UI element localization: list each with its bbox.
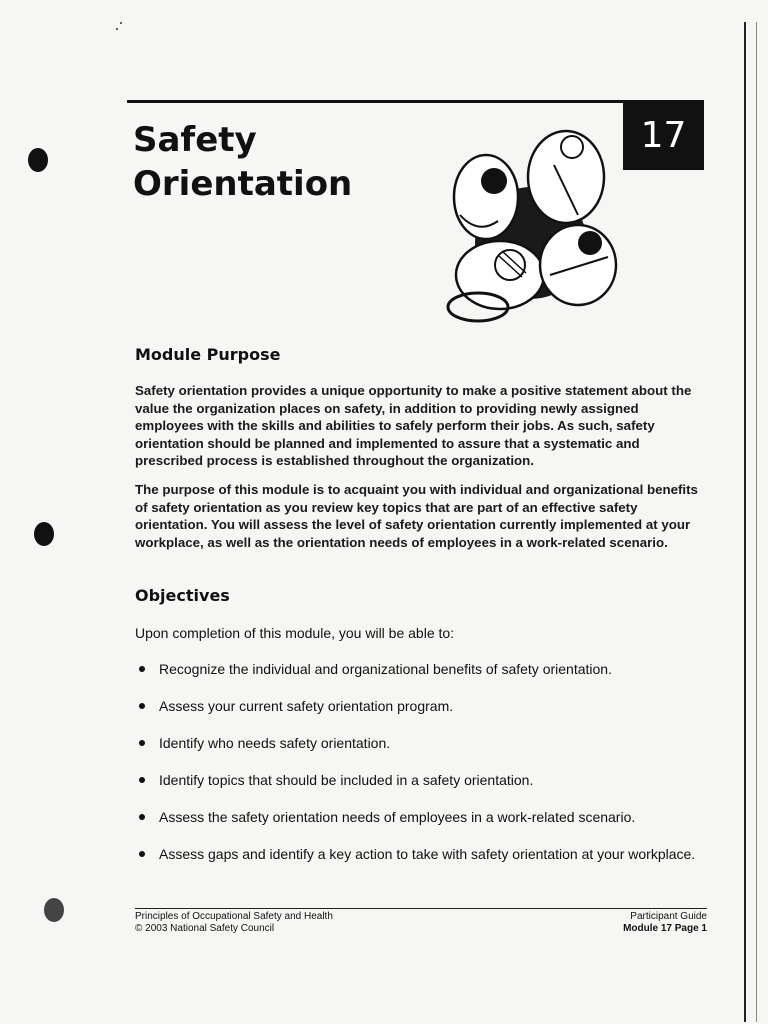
- speck: [120, 22, 122, 24]
- objectives-intro: Upon completion of this module, you will be able to:: [135, 625, 455, 641]
- objectives-heading: Objectives: [135, 586, 230, 605]
- people-around-table-illustration: [438, 125, 624, 330]
- punch-hole-middle: [34, 522, 54, 546]
- footer-right: [623, 911, 707, 935]
- page-edge-line-thin: [756, 22, 757, 1022]
- title-line-1: Safety: [133, 120, 257, 160]
- objective-item: Recognize the individual and organizational benefits of safety orientation.: [135, 660, 700, 678]
- module-purpose-paragraph-2: The purpose of this module is to acquaint you with individual and organizational benefits of safety orientation as you review key topics that are part of an effective safety orientation. You will assess the level of safety orientation currently implemented at your workplace, as well as the orientation needs of employees in a work-related scenario.: [135, 482, 698, 550]
- footer-guide-label: Participant Guide: [630, 911, 707, 922]
- punch-hole-bottom: [44, 898, 64, 922]
- page-edge-line: [744, 22, 746, 1022]
- objective-item: Assess your current safety orientation program.: [135, 697, 700, 715]
- footer-left: [135, 911, 333, 935]
- speck: [116, 28, 118, 30]
- objective-item: Identify topics that should be included in a safety orientation.: [135, 771, 700, 789]
- objectives-list: [135, 660, 700, 882]
- title-line-2: Orientation: [133, 164, 353, 204]
- module-purpose-heading: Module Purpose: [135, 345, 281, 364]
- module-purpose-paragraph-1: Safety orientation provides a unique opportunity to make a positive statement about the value the organization places on safety, in addition to providing newly assigned employees with the skills and abilities to safely perform their jobs. As such, safety orientation should be planned and implemented to assure that a systematic and prescribed process is established throughout the organization.: [135, 383, 692, 468]
- footer-rule: [135, 908, 707, 909]
- objective-item: Assess the safety orientation needs of employees in a work-related scenario.: [135, 808, 700, 826]
- objective-item: Assess gaps and identify a key action to take with safety orientation at your workplace.: [135, 845, 700, 863]
- header-rule: [127, 100, 704, 103]
- punch-hole-top: [28, 148, 48, 172]
- footer-copyright: © 2003 National Safety Council: [135, 923, 275, 934]
- module-number-badge: 17: [623, 100, 704, 170]
- page-title: [133, 118, 433, 206]
- footer-page-number: Module 17 Page 1: [623, 923, 707, 934]
- objective-item: Identify who needs safety orientation.: [135, 734, 700, 752]
- footer-course-title: Principles of Occupational Safety and Health: [135, 911, 333, 922]
